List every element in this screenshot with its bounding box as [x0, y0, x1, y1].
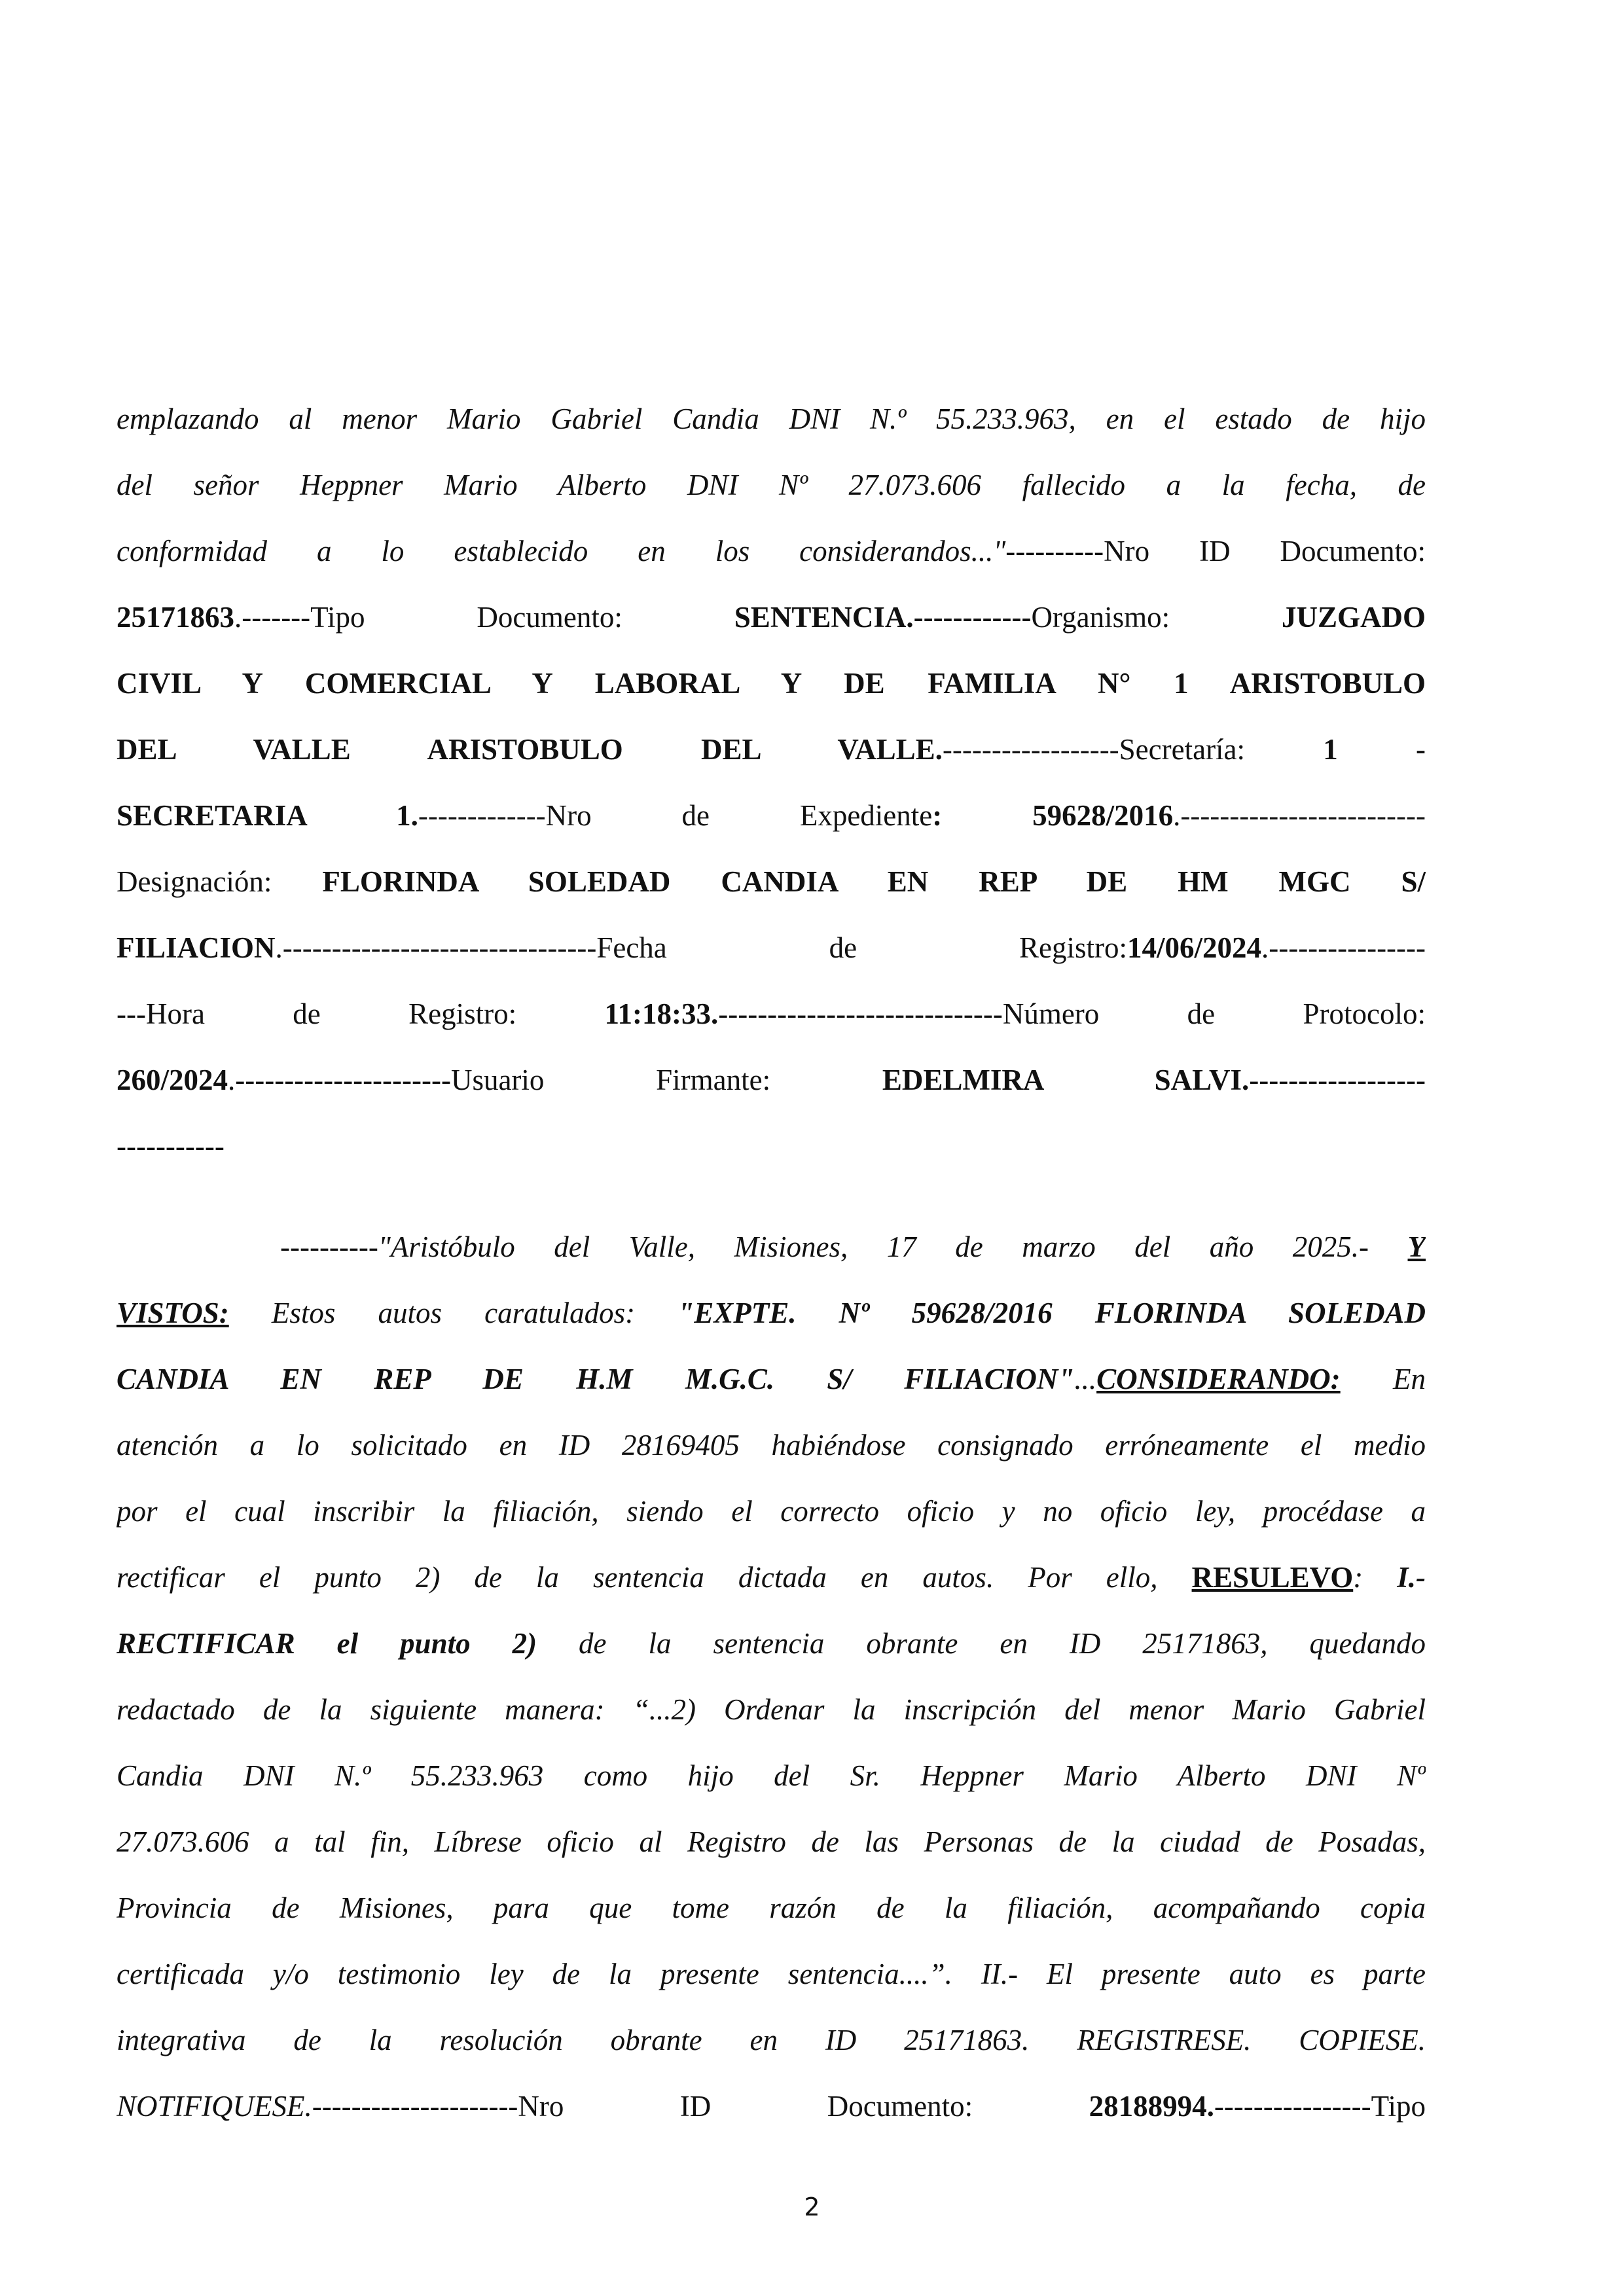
line-7-seg-1: SECRETARIA 1.	[117, 799, 418, 832]
protocol-number: 260/2024	[117, 1064, 228, 1096]
text-line-19	[117, 1611, 1426, 1677]
line-10-seg-1: ---Hora de Registro:	[117, 997, 605, 1030]
line-10-seg-3: -----------------------------Número de Protocolo:	[718, 997, 1426, 1030]
text-line-20	[117, 1677, 1426, 1743]
document-id-2: 28188994.	[1089, 2090, 1214, 2123]
line-9-seg-2: .--------------------------------Fecha de Registro:	[275, 931, 1127, 964]
resuelvo-heading: RESULEVO	[1191, 1561, 1354, 1594]
line-19-seg-1: RECTIFICAR el punto 2)	[117, 1627, 537, 1660]
text-line-3	[117, 518, 1426, 584]
text-line-26	[117, 2073, 1426, 2140]
line-6-seg-1: DEL VALLE ARISTOBULO DEL VALLE.	[117, 733, 943, 766]
considerando-heading: CONSIDERANDO:	[1096, 1363, 1341, 1395]
line-24-seg-1: certificada y/o testimonio ley de la presente sentencia....”. II.- El presente auto es parte	[117, 1958, 1426, 1990]
text-line-22	[117, 1809, 1426, 1875]
line-15-seg-1: CANDIA EN REP DE H.M M.G.C. S/ FILIACION"	[117, 1363, 1075, 1395]
text-line-25	[117, 2007, 1426, 2073]
document-type: SENTENCIA.------------	[734, 601, 1032, 634]
text-line-16	[117, 1412, 1426, 1479]
registration-time: 11:18:33.	[604, 997, 719, 1030]
case-designation: FLORINDA SOLEDAD CANDIA EN REP DE HM MGC S/	[322, 865, 1426, 898]
text-line-14	[117, 1280, 1426, 1346]
line-26-seg-2: ---------------------Nro ID Documento:	[312, 2090, 1089, 2123]
line-2-seg-1: del señor Heppner Mario Alberto DNI Nº 27.073.606 fallecido a la fecha, de	[117, 469, 1426, 501]
text-line-13	[280, 1214, 1426, 1280]
page-number: 2	[804, 2193, 820, 2221]
vistos-heading: VISTOS:	[117, 1297, 229, 1329]
line-1-seg-1: emplazando al menor Mario Gabriel Candia DNI N.º 55.233.963, en el estado de hijo	[117, 403, 1426, 435]
line-4-seg-4: Organismo:	[1031, 601, 1282, 634]
text-line-6	[117, 717, 1426, 783]
line-3-seg-1: conformidad a lo establecido en los considerandos..."	[117, 535, 1006, 567]
line-17-seg-1: por el cual inscribir la filiación, siendo el correcto oficio y no oficio ley, procédase a	[117, 1495, 1426, 1528]
line-6-seg-3: 1 -	[1323, 733, 1426, 766]
line-21-seg-1: Candia DNI N.º 55.233.963 como hijo del Sr. Heppner Mario Alberto DNI Nº	[117, 1759, 1426, 1792]
line-20-seg-1: redactado de la siguiente manera: “...2) Ordenar la inscripción del menor Mario Gabriel	[117, 1693, 1426, 1726]
line-12-seg-1: -----------	[117, 1130, 225, 1162]
line-22-seg-1: 27.073.606 a tal fin, Líbrese oficio al Registro de las Personas de la ciudad de Posadas,	[117, 1825, 1426, 1858]
line-3-seg-2: ----------Nro ID Documento:	[1005, 535, 1426, 567]
case-title: "EXPTE. Nº 59628/2016 FLORINDA SOLEDAD	[677, 1297, 1426, 1329]
line-23-seg-1: Provincia de Misiones, para que tome razón de la filiación, acompañando copia	[117, 1892, 1426, 1924]
file-number: : 59628/2016	[932, 799, 1174, 832]
line-9-seg-1: FILIACION	[117, 931, 276, 964]
line-5-seg-1: CIVIL Y COMERCIAL Y LABORAL Y DE FAMILIA N° 1 ARISTOBULO	[117, 667, 1426, 700]
signing-user: EDELMIRA SALVI.	[882, 1064, 1250, 1096]
line-8-seg-1: Designación:	[117, 865, 323, 898]
text-line-21	[117, 1743, 1426, 1809]
text-line-15	[117, 1346, 1426, 1412]
line-18-seg-3: :	[1353, 1561, 1398, 1594]
line-26-seg-1: NOTIFIQUESE.	[117, 2090, 312, 2123]
line-13-seg-2: Y	[1407, 1230, 1426, 1263]
line-7-seg-2: -------------Nro de Expediente	[418, 799, 933, 832]
line-4-seg-2: .-------Tipo Documento:	[234, 601, 734, 634]
line-11-seg-2: .----------------------Usuario Firmante:	[228, 1064, 882, 1096]
text-line-12	[117, 1113, 1426, 1179]
line-15-seg-2: ...	[1074, 1363, 1097, 1395]
text-line-5	[117, 651, 1426, 717]
text-line-10	[117, 981, 1426, 1047]
line-25-seg-1: integrativa de la resolución obrante en ID 25171863. REGISTRESE. COPIESE.	[117, 2024, 1426, 2056]
text-line-7	[117, 783, 1426, 849]
text-line-9	[117, 915, 1426, 981]
line-13-seg-1: ----------"Aristóbulo del Valle, Misiones, 17 de marzo del año 2025.-	[280, 1230, 1408, 1263]
text-line-4	[117, 584, 1426, 651]
text-line-11	[117, 1047, 1426, 1113]
document-id: 25171863	[117, 601, 234, 634]
text-line-24	[117, 1941, 1426, 2007]
registration-date: 14/06/2024	[1127, 931, 1261, 964]
text-line-2	[117, 452, 1426, 518]
text-line-1	[117, 386, 1426, 452]
text-line-17	[117, 1479, 1426, 1545]
line-26-seg-4: ----------------Tipo	[1214, 2090, 1426, 2123]
line-16-seg-1: atención a lo solicitado en ID 28169405 habiéndose consignado erróneamente el medio	[117, 1429, 1426, 1462]
text-line-23	[117, 1875, 1426, 1941]
line-15-seg-4: En	[1340, 1363, 1426, 1395]
line-9-seg-4: .----------------	[1261, 931, 1426, 964]
line-18-seg-4: I.-	[1397, 1561, 1426, 1594]
line-4-seg-5: JUZGADO	[1281, 601, 1426, 634]
text-line-18	[117, 1545, 1426, 1611]
line-18-seg-1: rectificar el punto 2) de la sentencia dictada en autos. Por ello,	[117, 1561, 1192, 1594]
line-7-seg-4: .-------------------------	[1173, 799, 1426, 832]
text-line-8	[117, 849, 1426, 915]
line-11-seg-4: ------------------	[1249, 1064, 1426, 1096]
line-19-seg-2: de la sentencia obrante en ID 25171863, quedando	[537, 1627, 1426, 1660]
line-6-seg-2: ------------------Secretaría:	[942, 733, 1324, 766]
line-14-seg-2: Estos autos caratulados:	[228, 1297, 678, 1329]
